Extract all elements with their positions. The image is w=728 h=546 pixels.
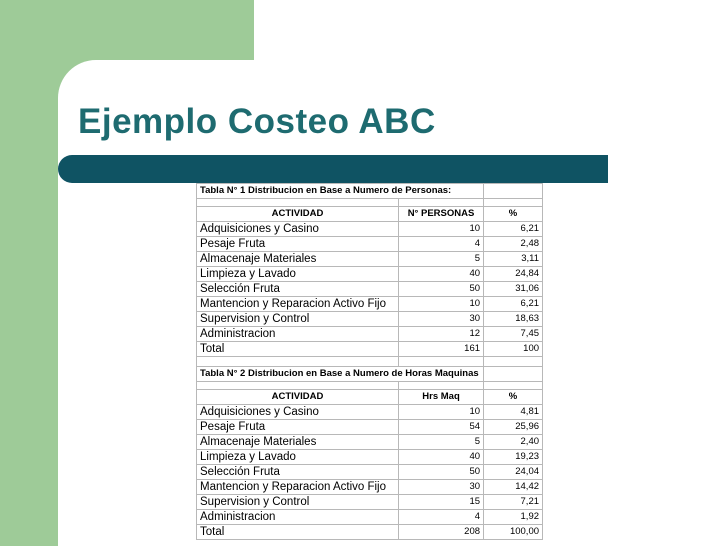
quantity-cell: 50 [399,282,484,297]
quantity-cell: 208 [399,525,484,540]
activity-cell: Pesaje Fruta [197,420,399,435]
table-row [197,342,543,357]
percent-cell: 100 [484,342,543,357]
percent-cell: 24,04 [484,465,543,480]
empty-cell [484,184,543,199]
header-row [197,207,543,222]
percent-cell: 6,21 [484,222,543,237]
percent-cell: 19,23 [484,450,543,465]
quantity-cell: 161 [399,342,484,357]
table-row [197,525,543,540]
table-row [197,480,543,495]
percent-cell: 6,21 [484,297,543,312]
column-header-percent: % [484,390,543,405]
empty-cell [197,382,399,390]
spreadsheet-body [197,184,543,540]
table-row [197,405,543,420]
quantity-cell: 5 [399,435,484,450]
column-header-activity: ACTIVIDAD [197,390,399,405]
percent-cell: 100,00 [484,525,543,540]
empty-cell [484,382,543,390]
activity-cell: Mantencion y Reparacion Activo Fijo [197,480,399,495]
slide-title: Ejemplo Costeo ABC [78,102,436,141]
spacer-row [197,382,543,390]
quantity-cell: 12 [399,327,484,342]
spacer-row [197,357,543,367]
quantity-cell: 54 [399,420,484,435]
percent-cell: 18,63 [484,312,543,327]
activity-cell: Supervision y Control [197,495,399,510]
activity-cell: Administracion [197,327,399,342]
empty-cell [484,357,543,367]
table-row [197,312,543,327]
empty-cell [399,382,484,390]
activity-cell: Total [197,342,399,357]
percent-cell: 24,84 [484,267,543,282]
quantity-cell: 30 [399,480,484,495]
quantity-cell: 4 [399,510,484,525]
table-caption: Tabla N° 1 Distribucion en Base a Numero de Personas: [197,184,484,199]
activity-cell: Supervision y Control [197,312,399,327]
table-row [197,510,543,525]
table-row [197,267,543,282]
table-caption: Tabla N° 2 Distribucion en Base a Numero de Horas Maquinas [197,367,484,382]
percent-cell: 3,11 [484,252,543,267]
quantity-cell: 40 [399,267,484,282]
table-row [197,252,543,267]
table-row [197,222,543,237]
activity-cell: Limpieza y Lavado [197,450,399,465]
percent-cell: 7,21 [484,495,543,510]
empty-cell [399,199,484,207]
activity-cell: Almacenaje Materiales [197,435,399,450]
empty-cell [399,357,484,367]
empty-cell [484,367,543,382]
column-header-percent: % [484,207,543,222]
activity-cell: Adquisiciones y Casino [197,405,399,420]
quantity-cell: 10 [399,405,484,420]
quantity-cell: 5 [399,252,484,267]
empty-cell [197,357,399,367]
empty-cell [197,199,399,207]
percent-cell: 2,40 [484,435,543,450]
table-row [197,237,543,252]
activity-cell: Administracion [197,510,399,525]
table-row [197,297,543,312]
quantity-cell: 15 [399,495,484,510]
table-row [197,327,543,342]
table-row [197,495,543,510]
percent-cell: 1,92 [484,510,543,525]
quantity-cell: 10 [399,297,484,312]
caption-row [197,184,543,199]
activity-cell: Total [197,525,399,540]
percent-cell: 25,96 [484,420,543,435]
percent-cell: 4,81 [484,405,543,420]
table-row [197,435,543,450]
activity-cell: Pesaje Fruta [197,237,399,252]
percent-cell: 31,06 [484,282,543,297]
title-underline-bar [58,155,608,183]
table-row [197,420,543,435]
activity-cell: Almacenaje Materiales [197,252,399,267]
activity-cell: Mantencion y Reparacion Activo Fijo [197,297,399,312]
table-row [197,282,543,297]
spacer-row [197,199,543,207]
quantity-cell: 30 [399,312,484,327]
percent-cell: 7,45 [484,327,543,342]
header-row [197,390,543,405]
quantity-cell: 50 [399,465,484,480]
quantity-cell: 40 [399,450,484,465]
activity-cell: Selección Fruta [197,282,399,297]
quantity-cell: 4 [399,237,484,252]
column-header-quantity: N° PERSONAS [399,207,484,222]
activity-cell: Selección Fruta [197,465,399,480]
percent-cell: 14,42 [484,480,543,495]
empty-cell [484,199,543,207]
quantity-cell: 10 [399,222,484,237]
column-header-activity: ACTIVIDAD [197,207,399,222]
spreadsheet-table [196,183,543,540]
activity-cell: Adquisiciones y Casino [197,222,399,237]
activity-cell: Limpieza y Lavado [197,267,399,282]
column-header-quantity: Hrs Maq [399,390,484,405]
table-row [197,465,543,480]
table-row [197,450,543,465]
percent-cell: 2,48 [484,237,543,252]
caption-row [197,367,543,382]
